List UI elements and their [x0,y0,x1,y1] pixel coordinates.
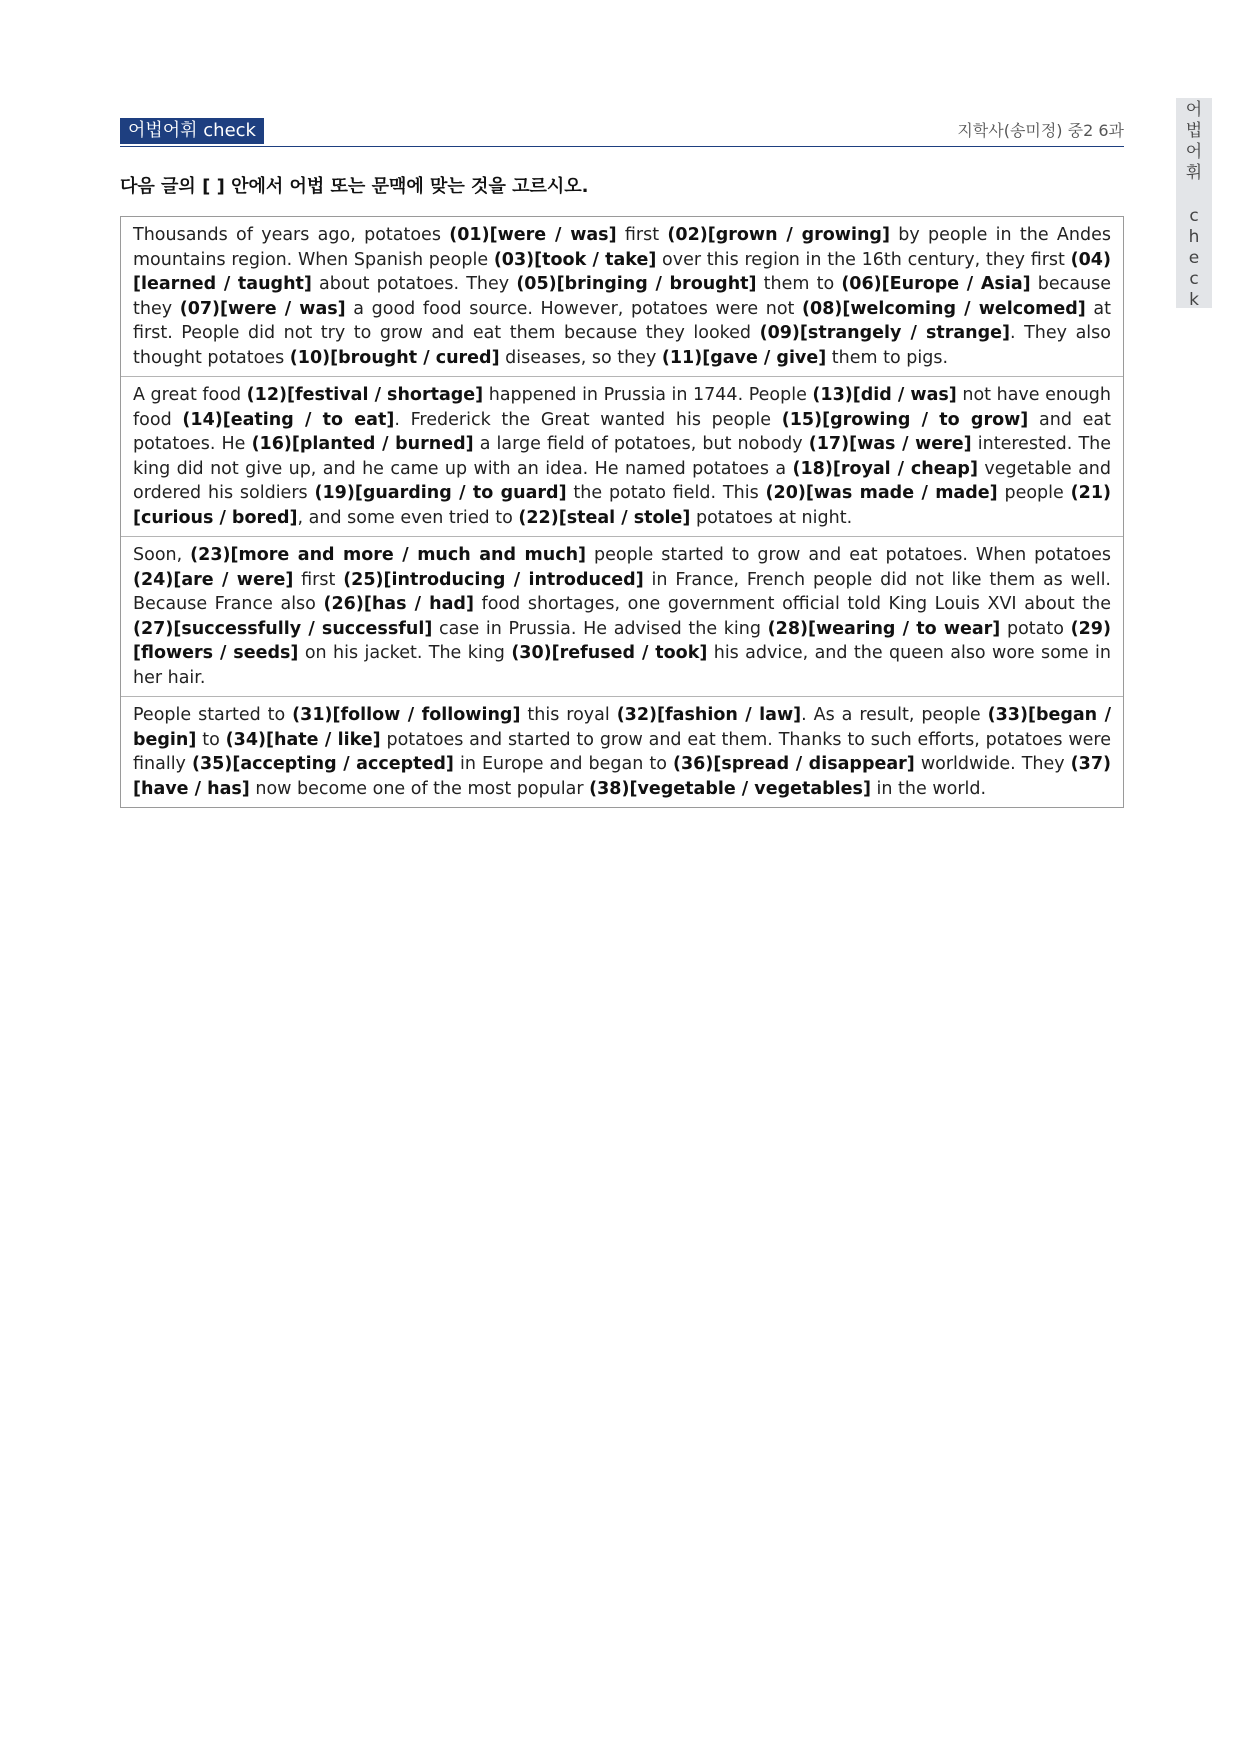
passage-text: now become one of the most popular [249,778,590,799]
section-badge: 어법어휘 check [120,118,264,144]
passage-text: to [196,729,226,750]
passage-text: over this region in the 16th century, they first [656,249,1071,270]
choice-blank: (24)[are / were] [133,569,294,590]
passage-text: at first. People did not try to grow and eat them because they looked [133,298,1111,343]
choice-blank: (29)[flowers / seeds] [133,618,1111,663]
instruction-text: 다음 글의 [ ] 안에서 어법 또는 문맥에 맞는 것을 고르시오. [120,176,589,197]
passage-paragraph [121,217,1123,376]
choice-blank: (31)[follow / following] [292,705,521,725]
passage-text: on his jacket. The king [298,643,512,663]
choice-blank: (34)[hate / like] [225,729,381,750]
passage-text: by people in the Andes mountains region. When Spanish people [133,225,1111,270]
choice-blank: (38)[vegetable / vegetables] [589,778,871,799]
passage-text: a large field of potatoes, but nobody [473,434,809,454]
choice-blank: (33)[began / begin] [133,705,1111,750]
side-tab-char: k [1189,290,1199,310]
side-tab-char [1176,184,1212,206]
passage-text: , and some even tried to [297,507,519,528]
passage-text: about potatoes. They [311,274,517,294]
choice-blank: (28)[wearing / to wear] [767,618,1001,639]
passage-text: . As a result, people [801,705,988,725]
choice-blank: (04)[learned / taught] [133,249,1111,294]
passage-text: Thousands of years ago, potatoes [133,225,450,245]
choice-blank: (15)[growing / to grow] [781,409,1029,430]
source-label: 지학사(송미정) 중2 6과 [957,121,1124,140]
passage-text: potatoes at night. [690,507,853,528]
choice-blank: (07)[were / was] [179,298,346,319]
passage-text: them to [756,274,842,294]
side-tab [1176,98,1212,308]
choice-blank: (21)[curious / bored] [133,483,1111,528]
side-tab-char: c [1189,206,1199,226]
choice-blank: (18)[royal / cheap] [792,458,978,479]
passage-text: Soon, [133,545,191,565]
passage-text: a good food source. However, potatoes were not [345,298,803,319]
choice-blank: (12)[festival / shortage] [246,385,484,405]
passage-text: happened in Prussia in 1744. People [483,385,813,405]
choice-blank: (27)[successfully / successful] [133,618,433,639]
passage-text: potato [1000,618,1071,639]
passage-text: . They also thought potatoes [133,323,1111,368]
choice-blank: (32)[fashion / law] [616,705,802,725]
choice-blank: (36)[spread / disappear] [673,754,915,774]
choice-blank: (20)[was made / made] [765,483,998,503]
choice-blank: (05)[bringing / brought] [516,274,757,294]
passage-text: the potato field. This [566,483,766,503]
side-tab-char: 어 [1185,142,1203,162]
passage-text: in France, French people did not like them as well. Because France also [133,569,1111,614]
choice-blank: (14)[eating / to eat] [182,409,395,430]
choice-blank: (35)[accepting / accepted] [191,754,454,774]
choice-blank: (19)[guarding / to guard] [314,483,567,503]
passage-text: potatoes and started to grow and eat them. Thanks to such efforts, potatoes were finally [133,729,1111,774]
passage-text: worldwide. They [914,754,1071,774]
passage-text: interested. The king did not give up, and he came up with an idea. He named potatoes a [133,434,1111,479]
passage-paragraph [121,536,1123,696]
passage-text: people [997,483,1071,503]
passage-text: in Europe and began to [453,754,673,774]
choice-blank: (13)[did / was] [812,385,957,405]
side-tab-char: 법 [1185,121,1203,141]
choice-blank: (22)[steal / stole] [518,507,691,528]
passage-text: them to pigs. [826,347,949,368]
passage-text: and eat potatoes. He [133,409,1111,454]
passage-text: first [616,225,668,245]
side-tab-char: c [1189,269,1199,289]
passage-paragraph [121,696,1123,807]
passage-text: food shortages, one government official told King Louis XVI about the [473,594,1111,614]
choice-blank: (11)[gave / give] [661,347,827,368]
choice-blank: (09)[strangely / strange] [759,323,1011,343]
choice-blank: (16)[planted / burned] [251,434,474,454]
passage-text: case in Prussia. He advised the king [432,618,768,639]
choice-blank: (17)[was / were] [808,434,972,454]
passage-paragraph [121,376,1123,536]
choice-blank: (03)[took / take] [493,249,657,270]
passage-text: people started to grow and eat potatoes. When potatoes [586,545,1111,565]
passage-text: . Frederick the Great wanted his people [394,409,782,430]
choice-blank: (08)[welcoming / welcomed] [802,298,1086,319]
passage-text: because they [133,274,1111,319]
passage-text: A great food [133,385,247,405]
choice-blank: (23)[more and more / much and much] [190,545,587,565]
passage-text: this royal [520,705,617,725]
passage-text: diseases, so they [499,347,662,368]
side-tab-char: 휘 [1185,163,1203,183]
choice-blank: (02)[grown / growing] [667,225,890,245]
passage-box [120,216,1124,808]
side-tab-char: 어 [1185,100,1203,120]
side-tab-char: h [1188,227,1200,247]
worksheet-header [120,116,1124,147]
choice-blank: (01)[were / was] [449,225,617,245]
passage-text: not have enough food [133,385,1111,430]
choice-blank: (30)[refused / took] [511,643,708,663]
choice-blank: (25)[introducing / introduced] [343,569,644,590]
choice-blank: (37)[have / has] [133,754,1112,799]
choice-blank: (06)[Europe / Asia] [841,274,1031,294]
side-tab-char: e [1188,248,1200,268]
passage-text: vegetable and ordered his soldiers [133,458,1112,503]
choice-blank: (10)[brought / cured] [289,347,500,368]
passage-text: first [293,569,344,590]
passage-text: his advice, and the queen also wore some in her hair. [133,643,1112,688]
passage-text: People started to [133,705,293,725]
passage-text: in the world. [870,778,987,799]
choice-blank: (26)[has / had] [323,594,474,614]
